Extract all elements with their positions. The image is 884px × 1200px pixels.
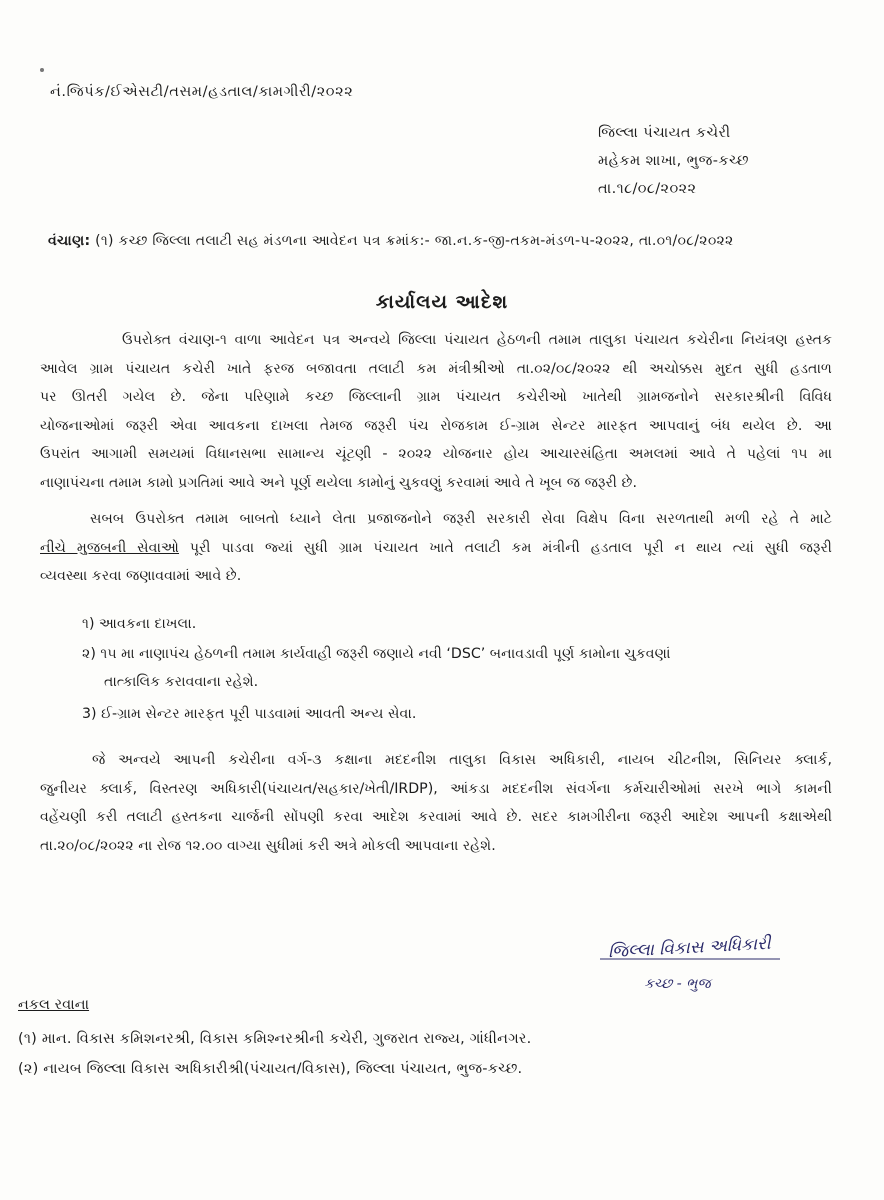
order-title: કાર્યાલય આદેશ — [375, 291, 509, 313]
reading-reference — [48, 232, 734, 250]
paragraph-3-line: વહેંચણી કરી તલાટી હસ્તકના ચાર્જની સોંપણી કરવા આદેશ કરવામાં આવે છે. સદર કામગીરીના જરૂરી આદેશ આપની કક્ષાએથી — [40, 809, 832, 825]
reading-label: વંચાણ: — [48, 233, 91, 249]
paragraph-1-line: ઉપરોક્ત વંચાણ-૧ વાળા આવેદન પત્ર અન્વયે જિલ્લા પંચાયત હેઠળની તમામ તાલુકા પંચાયત કચેરીના નિયંત્રણ હસ્તક — [122, 332, 832, 348]
paragraph-1-line: યોજનાઓમાં જરૂરી એવા આવકના દાખલા તેમજ જરૂરી પંચ રોજકામ ઈ-ગ્રામ સેન્ટર મારફત આપવાનું બંધ થયેલ છે. આ — [40, 417, 832, 434]
service-item-3: 3) ઈ-ગ્રામ સેન્ટર મારફત પૂરી પાડવામાં આવતી અન્ય સેવા. — [82, 706, 417, 722]
signature-designation: જિલ્લા વિકાસ અધિકારી — [607, 933, 772, 963]
office-branch: મહેકમ શાખા, ભુજ-કચ્છ — [598, 153, 749, 169]
scan-speck — [40, 68, 44, 72]
paragraph-1-line: નાણાપંચના તમામ કામો પ્રગતિમાં આવે અને પૂર્ણ થયેલા કામોનું ચુકવણું કરવામાં આવે તે ખૂબ જ જરૂરી છે. — [40, 474, 637, 491]
order-date: તા.૧૮/૦૮/૨૦૨૨ — [598, 181, 697, 197]
copy-recipient-2: (૨) નાયબ જિલ્લા વિકાસ અધિકારીશ્રી(પંચાયત/વિકાસ), જિલ્લા પંચાયત, ભુજ-કચ્છ. — [18, 1061, 523, 1077]
paragraph-3-line: તા.૨૦/૦૮/૨૦૨૨ ના રોજ ૧૨.૦૦ વાગ્યા સુધીમાં કરી અત્રે મોકલી આપવાના રહેશે. — [40, 837, 496, 854]
service-item-2-cont: તાત્કાલિક કરાવવાના રહેશે. — [104, 674, 259, 690]
paragraph-2 — [40, 505, 832, 591]
paragraph-2-line: સબબ ઉપરોક્ત તમામ બાબતો ધ્યાને લેતા પ્રજાજનોને જરૂરી સરકારી સેવા વિક્ષેપ વિના સરળતાથી મળી રહે તે માટે — [90, 511, 832, 527]
paragraph-3-line: જે અન્વયે આપની કચેરીના વર્ગ-૩ કક્ષાના મદદનીશ તાલુકા વિકાસ અધિકારી, નાયબ ચીટનીશ, સિનિયર ક્લાર્ક, — [92, 752, 832, 768]
paragraph-3-line: જુનીયર ક્લાર્ક, વિસ્તરણ અધિકારી(પંચાયત/સહકાર/ખેતી/IRDP), આંકડા મદદનીશ સંવર્ગના કર્મચારીઓમાં સરખે ભાગે કામની — [40, 780, 832, 797]
paragraph-2-line: વ્યવસ્થા કરવા જણાવવામાં આવે છે. — [40, 568, 242, 584]
signature-place: કચ્છ - ભુજ — [644, 976, 711, 992]
reference-number: નં.જિપંક/ઈએસટી/તસમ/હડતાલ/કામગીરી/૨૦૨૨ — [50, 84, 354, 100]
service-item-2: ૨) ૧૫ મા નાણાપંચ હેઠળની તમામ કાર્યવાહી જરૂરી જણાયે નવી ‘DSC’ બનાવડાવી પૂર્ણ કામોના ચુકવણાં — [82, 646, 671, 662]
paragraph-1-line: ઉપરાંત આગામી સમયમાં વિધાનસભા સામાન્ય ચૂંટણી - ૨૦૨૨ યોજનાર હોય આચારસંહિતા અમલમાં આવે તે પહેલાં ૧૫ મા — [40, 446, 832, 462]
signature-stroke — [600, 958, 780, 960]
service-item-1: ૧) આવકના દાખલા. — [82, 616, 197, 632]
paragraph-1-line: આવેલ ગ્રામ પંચાયત કચેરી ખાતે ફરજ બજાવતા તલાટી કમ મંત્રીશ્રીઓ તા.૦૨/૦૮/૨૦૨૨ થી અચોક્કસ મુદત સુધી હડતાળ — [40, 360, 832, 377]
copy-heading: નકલ રવાના — [18, 997, 90, 1013]
paragraph-2-rest: પૂરી પાડવા જ્યાં સુધી ગ્રામ પંચાયત ખાતે તલાટી કમ મંત્રીની હડતાલ પૂરી ન થાય ત્યાં સુધી જરૂરી — [179, 539, 832, 556]
paragraph-3 — [40, 746, 832, 860]
paragraph-2-line — [40, 534, 832, 563]
copy-recipient-1: (૧) માન. વિકાસ કમિશનરશ્રી, વિકાસ કમિશ્નરશ્રીની કચેરી, ગુજરાત રાજ્ય, ગાંધીનગર. — [18, 1031, 532, 1047]
reading-text: (૧) કચ્છ જિલ્લા તલાટી સહ મંડળના આવેદન પત્ર ક્રમાંક:- જા.ન.ક-જી-તકમ-મંડળ-પ-૨૦૨૨, તા.૦૧/૦૮/૨૦૨૨ — [95, 233, 734, 249]
paragraph-1 — [40, 326, 832, 497]
office-name: જિલ્લા પંચાયત કચેરી — [598, 125, 731, 141]
underlined-services: નીચે મુજબની સેવાઓ — [40, 539, 180, 556]
paragraph-1-line: પર ઊતરી ગયેલ છે. જેના પરિણામે કચ્છ જિલ્લાની ગ્રામ પંચાયત કચેરીઓ ખાતેથી ગ્રામજનોને સરકારશ્રીની વિવિધ — [40, 389, 832, 405]
